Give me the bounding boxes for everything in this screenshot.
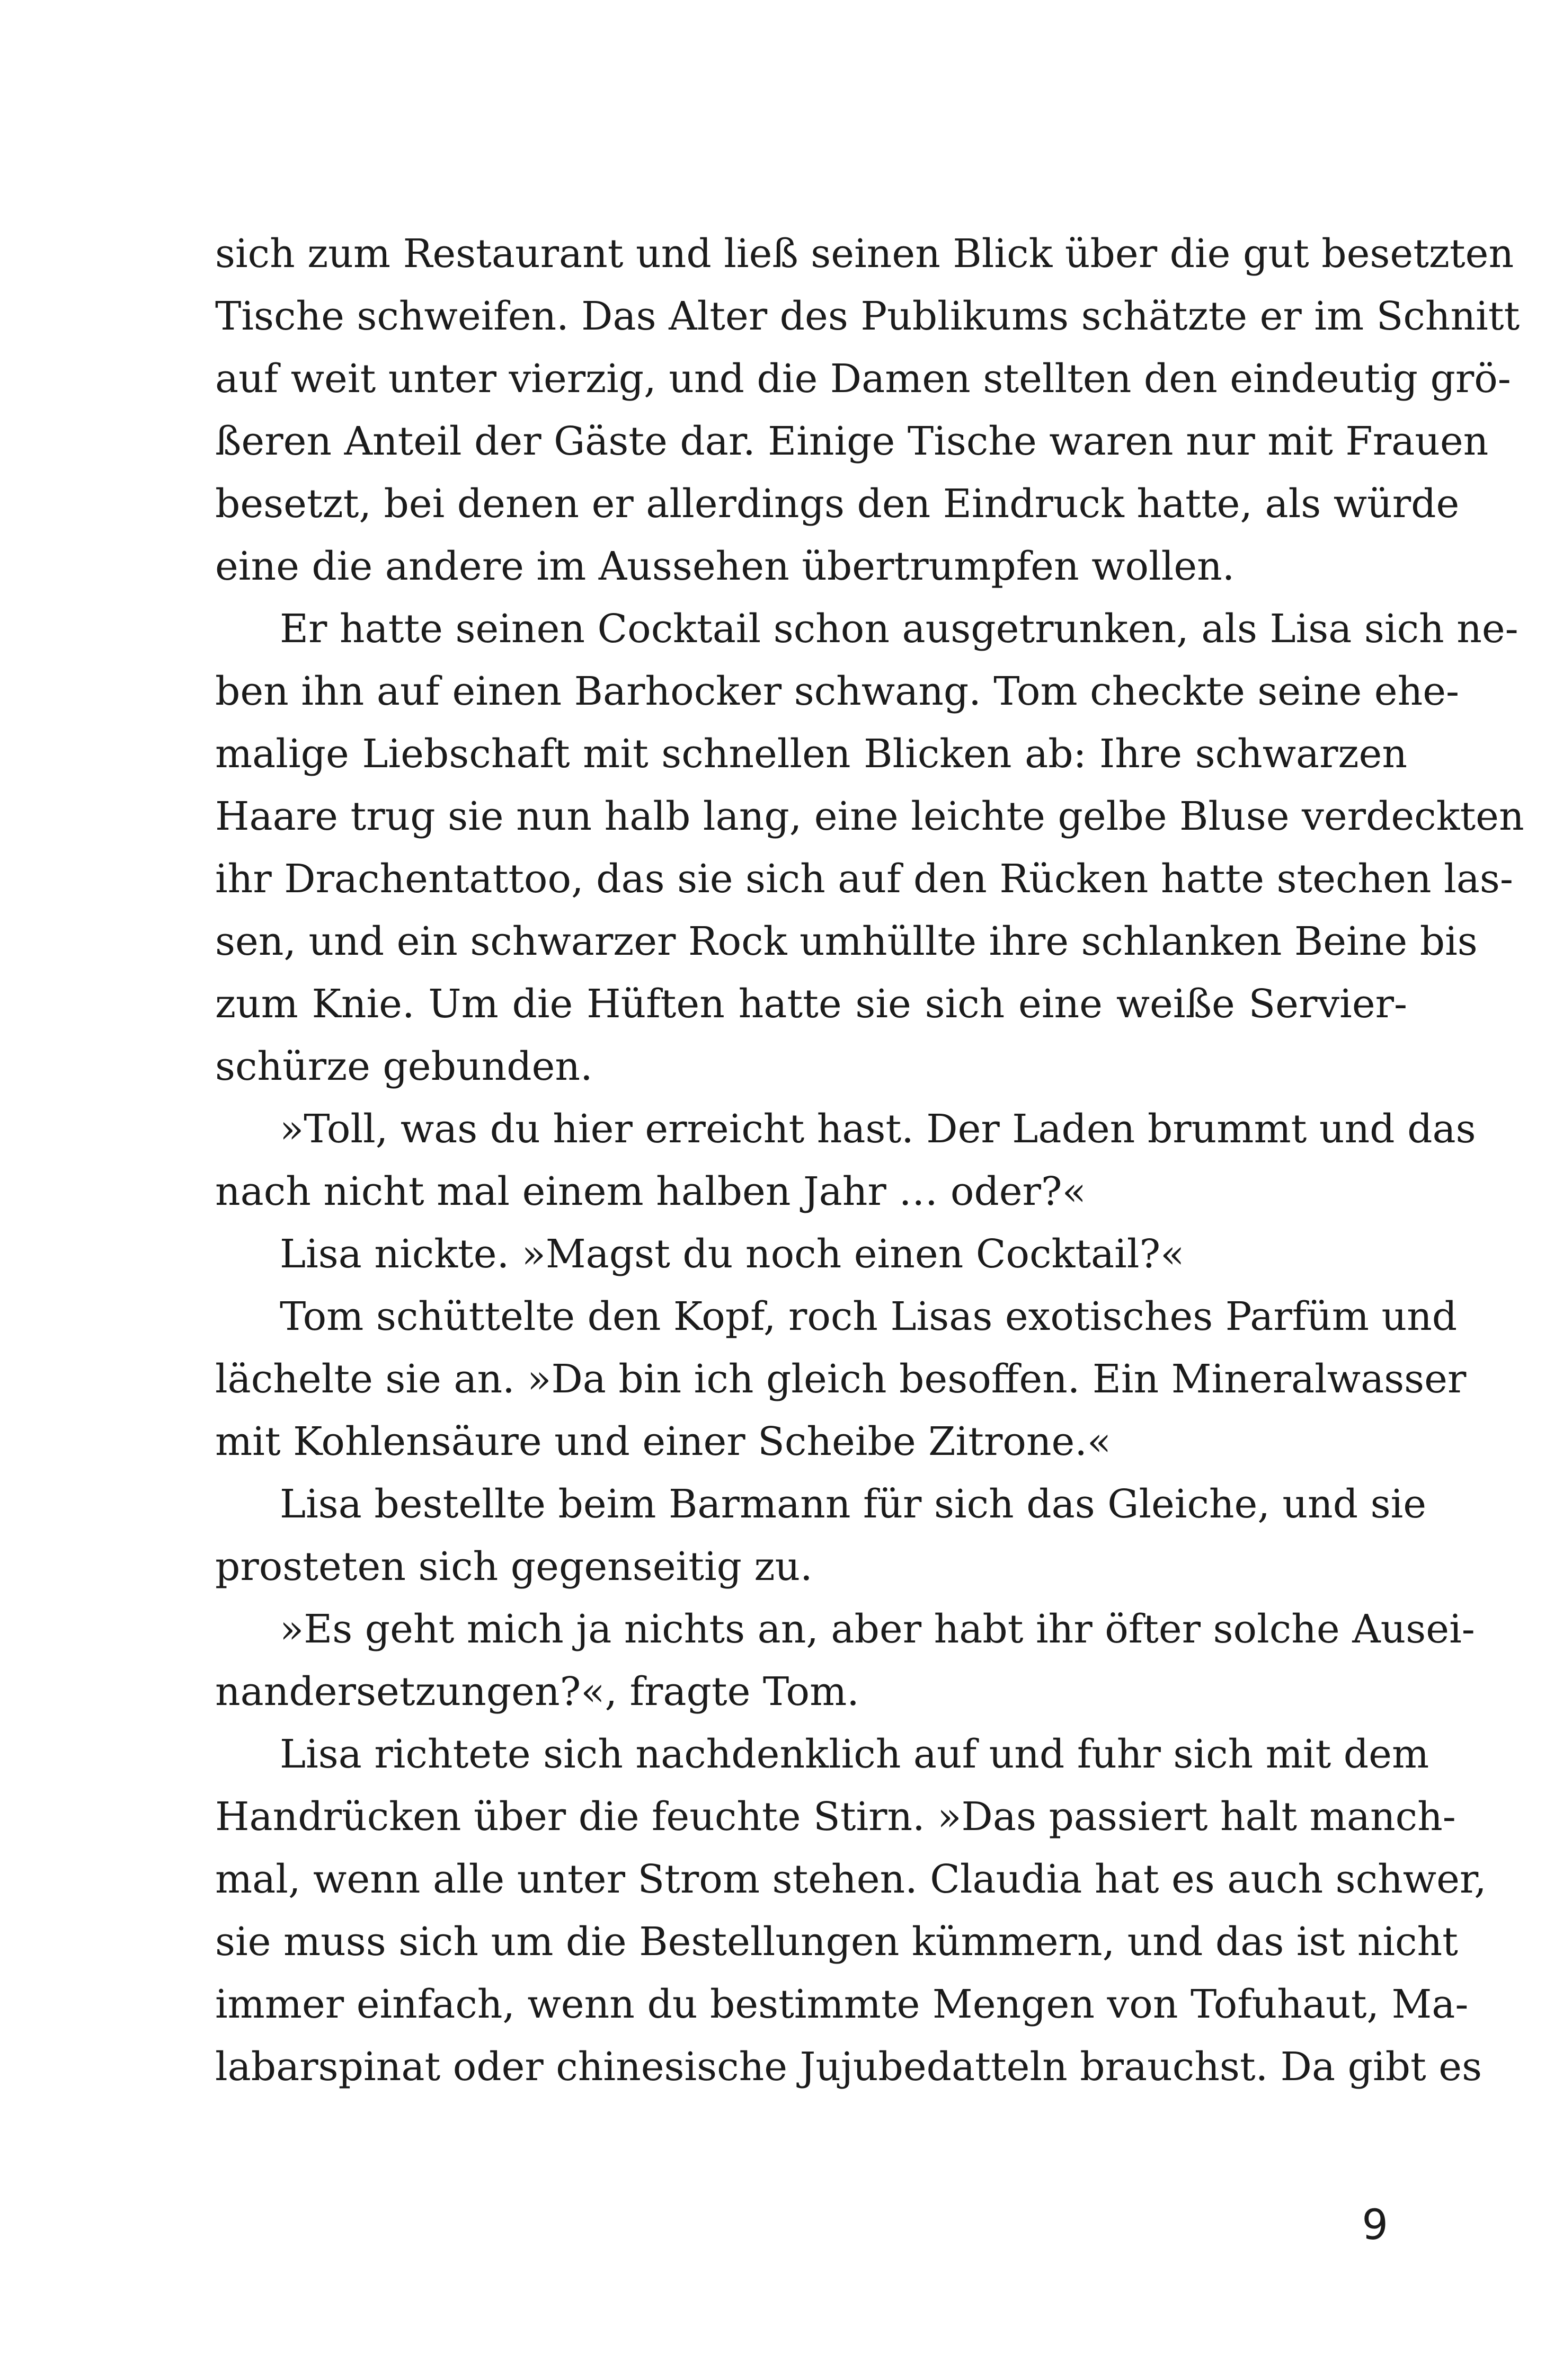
text-line: besetzt, bei denen er allerdings den Eindruck hatte, als würde [215, 481, 1460, 527]
text-line: zum Knie. Um die Hüften hatte sie sich eine weiße Servier- [215, 981, 1407, 1027]
text-line: sie muss sich um die Bestellungen kümmern, und das ist nicht [215, 1919, 1458, 1965]
body-text [215, 223, 1524, 2098]
text-line: mal, wenn alle unter Strom stehen. Claudia hat es auch schwer, [215, 1857, 1487, 1902]
text-line: immer einfach, wenn du bestimmte Mengen von Tofuhaut, Ma- [215, 1982, 1469, 2027]
text-line: mit Kohlensäure und einer Scheibe Zitrone.« [215, 1419, 1112, 1464]
text-line: »Toll, was du hier erreicht hast. Der Laden brummt und das [280, 1106, 1476, 1152]
text-line: prosteten sich gegenseitig zu. [215, 1544, 813, 1589]
text-line: malige Liebschaft mit schnellen Blicken ab: Ihre schwarzen [215, 731, 1407, 777]
text-line: »Es geht mich ja nichts an, aber habt ihr öfter solche Ausei- [280, 1606, 1475, 1652]
text-line: auf weit unter vierzig, und die Damen stellten den eindeutig grö- [215, 356, 1511, 402]
text-line: nandersetzungen?«, fragte Tom. [215, 1669, 859, 1715]
text-line: Lisa nickte. »Magst du noch einen Cocktail?« [280, 1231, 1185, 1277]
text-line: Tische schweifen. Das Alter des Publikums schätzte er im Schnitt [215, 294, 1520, 339]
text-line: Handrücken über die feuchte Stirn. »Das passiert halt manch- [215, 1794, 1456, 1840]
text-line: nach nicht mal einem halben Jahr … oder?« [215, 1169, 1086, 1214]
text-line: lächelte sie an. »Da bin ich gleich besoffen. Ein Mineralwasser [215, 1356, 1467, 1402]
text-line: labarspinat oder chinesische Jujubedatteln brauchst. Da gibt es [215, 2044, 1482, 2090]
text-line: eine die andere im Aussehen übertrumpfen wollen. [215, 544, 1235, 589]
text-line: Lisa richtete sich nachdenklich auf und fuhr sich mit dem [280, 1731, 1429, 1777]
text-line: Er hatte seinen Cocktail schon ausgetrunken, als Lisa sich ne- [280, 606, 1518, 652]
text-line: ben ihn auf einen Barhocker schwang. Tom checkte seine ehe- [215, 669, 1460, 714]
text-line: Tom schüttelte den Kopf, roch Lisas exotisches Parfüm und [280, 1294, 1458, 1339]
text-line: Lisa bestellte beim Barmann für sich das Gleiche, und sie [280, 1481, 1427, 1527]
text-line: sen, und ein schwarzer Rock umhüllte ihre schlanken Beine bis [215, 919, 1478, 964]
text-line: schürze gebunden. [215, 1044, 593, 1089]
page-number: 9 [1362, 2201, 1388, 2249]
text-line: sich zum Restaurant und ließ seinen Blick über die gut besetzten [215, 231, 1514, 277]
text-line: ßeren Anteil der Gäste dar. Einige Tische waren nur mit Frauen [215, 419, 1489, 464]
text-line: Haare trug sie nun halb lang, eine leichte gelbe Bluse verdeckten [215, 794, 1524, 839]
text-line: ihr Drachentattoo, das sie sich auf den Rücken hatte stechen las- [215, 856, 1513, 902]
